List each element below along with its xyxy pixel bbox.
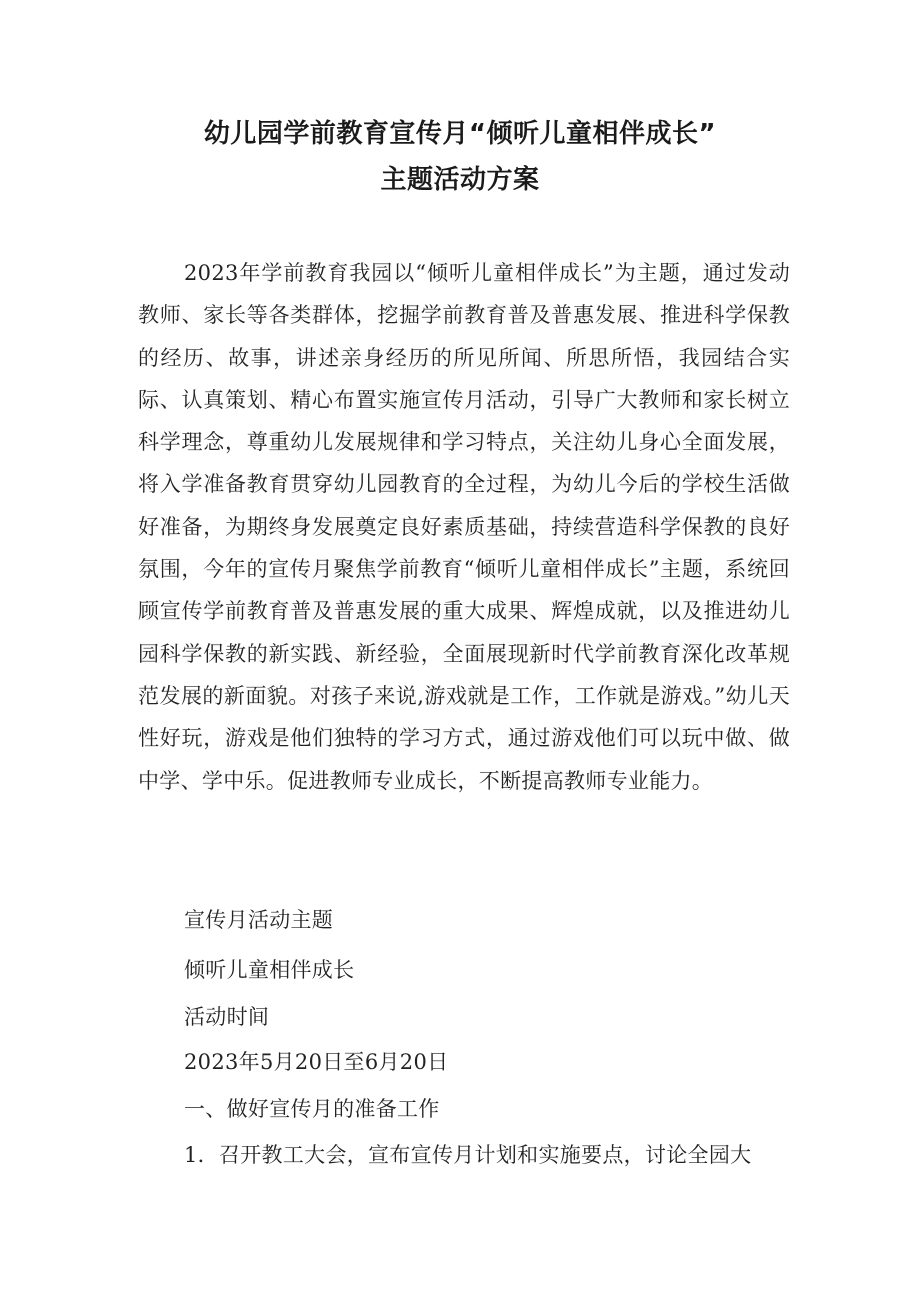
- time-value: 2023年5月20日至6月20日: [184, 1050, 449, 1074]
- theme-value: 倾听儿童相伴成长: [184, 958, 355, 982]
- document-title-line-1: 幼儿园学前教育宣传月“倾听儿童相伴成长”: [203, 119, 717, 149]
- time-heading: 活动时间: [184, 1005, 270, 1029]
- section-1-item-1: 1．召开教工大会，宣布宣传月计划和实施要点，讨论全园大: [184, 1143, 752, 1167]
- section-1-heading: 一、做好宣传月的准备工作: [184, 1097, 440, 1121]
- theme-heading: 宣传月活动主题: [184, 908, 334, 932]
- document-title-line-2: 主题活动方案: [380, 165, 540, 195]
- intro-paragraph: 2023年学前教育我园以“倾听儿童相伴成长”为主题，通过发动教师、家长等各类群体，挖掘学前教育普及普惠发展、推进科学保教的经历、故事，讲述亲身经历的所见所闻、所思所悟，我园结合实际、认真策划、精心布置实施宣传月活动，引导广大教师和家长树立科学理念，尊重幼儿发展规律和学习特点，关注幼儿身心全面发展，将入学准备教育贯穿幼儿园教育的全过程，为幼儿今后的学校生活做好准备，为期终身发展奠定良好素质基础，持续营造科学保教的良好氛围，今年的宣传月聚焦学前教育“倾听儿童相伴成长”主题，系统回顾宣传学前教育普及普惠发展的重大成果、辉煌成就，以及推进幼儿园科学保教的新实践、新经验，全面展现新时代学前教育深化改革规范发展的新面貌。对孩子来说,游戏就是工作，工作就是游戏。”幼儿天性好玩，游戏是他们独特的学习方式，通过游戏他们可以玩中做、做中学、学中乐。促进教师专业成长，不断提高教师专业能力。: [138, 261, 790, 793]
